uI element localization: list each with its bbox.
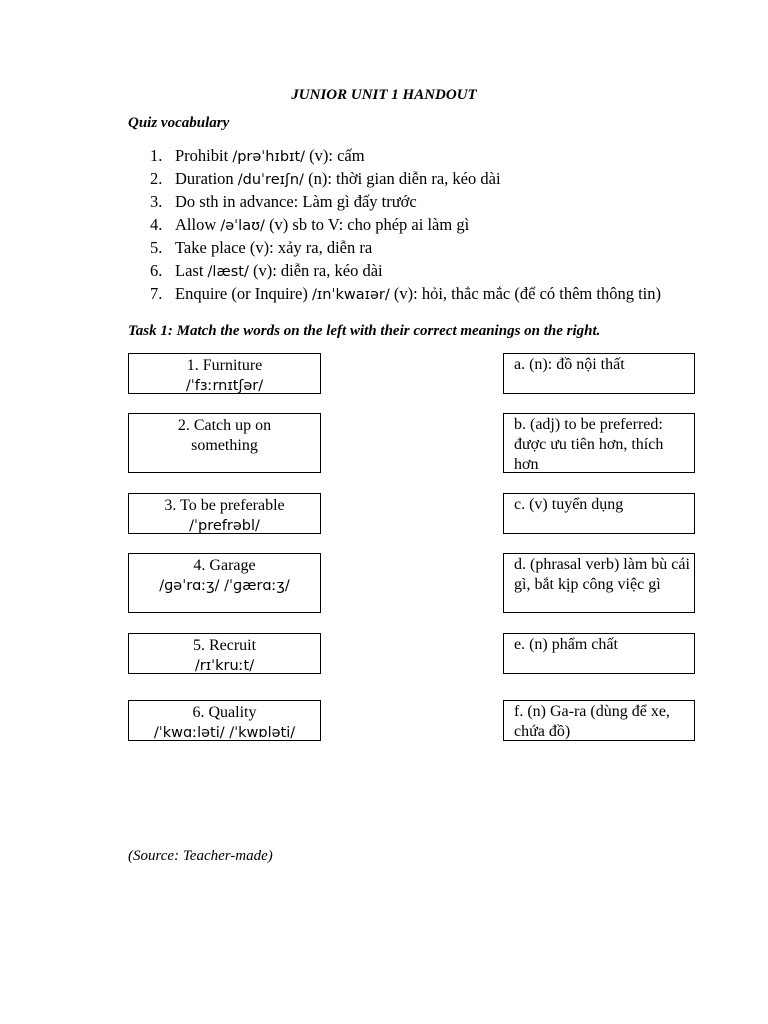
match-meaning: a. (n): đồ nội thất	[514, 356, 625, 373]
vocab-meaning: (v): hỏi, thắc mắc (để có thêm thông tin)	[389, 284, 662, 303]
match-meaning-box	[503, 353, 695, 394]
vocab-item	[150, 214, 695, 237]
match-word-ipa: /ɡəˈrɑːʒ/ /ˈɡærɑːʒ/	[159, 578, 290, 594]
vocab-ipa: /prəˈhɪbɪt/	[232, 149, 306, 165]
item-number: 3.	[150, 192, 163, 211]
vocab-item	[150, 260, 695, 283]
item-number: 6.	[150, 261, 163, 280]
match-word-box	[128, 413, 321, 473]
vocab-word: Prohibit	[175, 146, 233, 165]
match-meaning: b. (adj) to be preferred: được ưu tiên hơn, thích hơn	[514, 416, 664, 473]
vocab-ipa: /læst/	[207, 264, 249, 280]
match-word: 1. Furniture	[186, 357, 263, 374]
vocab-ipa: /əˈlaʊ/	[220, 218, 265, 234]
match-word: 6. Quality	[192, 704, 257, 721]
match-word-box	[128, 493, 321, 534]
item-number: 7.	[150, 284, 163, 303]
match-meaning: e. (n) phẩm chất	[514, 636, 618, 653]
quiz-vocabulary-heading: Quiz vocabulary	[128, 115, 230, 131]
vocab-word: Do sth in advance: Làm gì đấy trước	[175, 192, 417, 211]
vocab-word: Enquire (or Inquire)	[175, 284, 312, 303]
match-word-ipa: /rɪˈkruːt/	[194, 658, 255, 674]
item-number: 5.	[150, 238, 163, 257]
vocab-item	[150, 145, 695, 168]
match-word: 3. To be preferable	[164, 497, 285, 514]
match-word: 2. Catch up on something	[177, 417, 272, 454]
match-meaning: c. (v) tuyển dụng	[514, 496, 624, 513]
vocab-meaning: (v): diễn ra, kéo dài	[248, 261, 383, 280]
match-meaning-box	[503, 553, 695, 613]
match-word-ipa: /ˈfɜːrnɪtʃər/	[185, 378, 264, 394]
source-note: (Source: Teacher-made)	[128, 848, 273, 864]
page-title: JUNIOR UNIT 1 HANDOUT	[291, 87, 477, 103]
vocab-item	[150, 237, 695, 260]
match-meaning: d. (phrasal verb) làm bù cái gì, bắt kịp công việc gì	[514, 556, 690, 593]
task-1-heading: Task 1: Match the words on the left with their correct meanings on the right.	[128, 323, 601, 339]
match-word-ipa: /ˈprefrəbl/	[189, 518, 260, 534]
vocab-meaning: (n): thời gian diễn ra, kéo dài	[303, 169, 501, 188]
vocab-item	[150, 168, 695, 191]
vocab-word: Last	[175, 261, 208, 280]
vocab-item	[150, 191, 695, 214]
vocab-word: Take place (v): xảy ra, diễn ra	[175, 238, 373, 257]
vocab-meaning: (v) sb to V: cho phép ai làm gì	[264, 215, 470, 234]
match-meaning-box	[503, 413, 695, 473]
vocab-ipa: /duˈreɪʃn/	[237, 172, 304, 188]
vocab-meaning: (v): cấm	[305, 146, 365, 165]
item-number: 4.	[150, 215, 163, 234]
match-word-box	[128, 353, 321, 394]
vocabulary-list	[150, 145, 695, 306]
match-meaning-box	[503, 633, 695, 674]
vocab-ipa: /ɪnˈkwaɪər/	[312, 287, 390, 303]
vocab-item	[150, 283, 695, 306]
match-word-box	[128, 553, 321, 613]
match-word-ipa: /ˈkwɑːləti/ /ˈkwɒləti/	[153, 725, 296, 741]
item-number: 2.	[150, 169, 163, 188]
match-meaning: f. (n) Ga-ra (dùng để xe, chứa đồ)	[514, 703, 670, 740]
match-word: 5. Recruit	[192, 637, 257, 654]
item-number: 1.	[150, 146, 163, 165]
match-word-box	[128, 633, 321, 674]
match-word: 4. Garage	[193, 557, 256, 574]
vocab-word: Duration	[175, 169, 238, 188]
match-word-box	[128, 700, 321, 741]
match-meaning-box	[503, 700, 695, 741]
vocab-word: Allow	[175, 215, 221, 234]
match-meaning-box	[503, 493, 695, 534]
